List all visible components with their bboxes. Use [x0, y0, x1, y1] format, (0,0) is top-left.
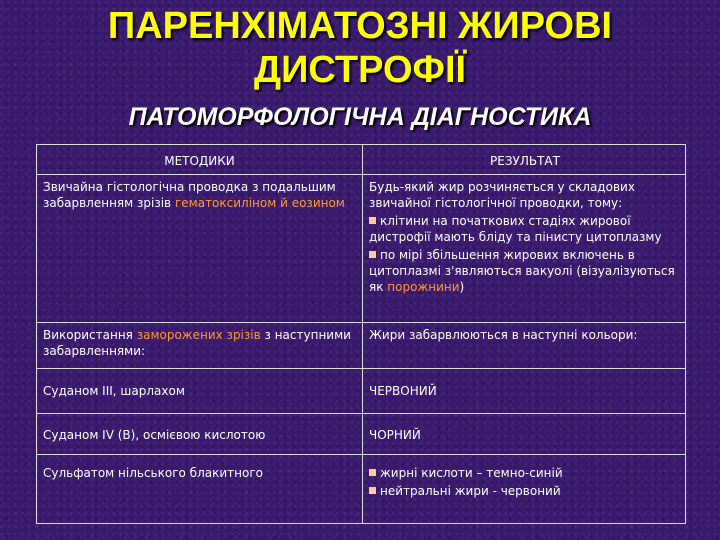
row-divider	[37, 454, 685, 455]
row2-method-prefix: Використання	[43, 328, 133, 342]
row1-method-text: Звичайна гістологічна проводка з подальшим забарвленням зрізів	[43, 180, 336, 210]
row5-bullet-2-text: нейтральні жири - червоний	[380, 484, 561, 498]
bullet-square-icon	[369, 487, 376, 494]
page-subtitle: ПАТОМОРФОЛОГІЧНА ДІАГНОСТИКА	[128, 103, 592, 131]
row1-method-highlight: гематоксиліном й еозином	[174, 196, 345, 210]
row5-method: Сульфатом нільського блакитного	[43, 466, 263, 480]
page-title	[0, 4, 720, 92]
bullet-square-icon	[369, 251, 376, 258]
bullet-square-icon	[369, 217, 376, 224]
bullet-square-icon	[369, 469, 376, 476]
row2-method-suffix: з наступними забарвленнями:	[43, 328, 351, 358]
header-results: РЕЗУЛЬТАТ	[490, 154, 560, 168]
row-divider	[37, 368, 685, 369]
title-line-2: ДИСТРОФІЇ	[254, 49, 466, 91]
row1-bullet-2-suffix: )	[459, 280, 465, 294]
row1-result	[363, 179, 687, 295]
row2-result: Жири забарвлюються в наступні кольори:	[369, 328, 638, 342]
row2-method-highlight: заморожених зрізів	[136, 328, 261, 342]
title-line-1: ПАРЕНХІМАТОЗНІ ЖИРОВІ	[107, 5, 613, 47]
row1-result-intro: Будь-який жир розчиняється у складових звичайної гістологічної проводки, тому:	[369, 180, 635, 210]
row1-bullet-2-highlight: порожнини	[387, 280, 460, 294]
row5-bullet-1-text: жирні кислоти – темно-синій	[380, 466, 563, 480]
row3-method: Суданом III, шарлахом	[43, 384, 185, 398]
row5-result	[363, 465, 687, 499]
row1-method	[37, 179, 362, 211]
row4-result: ЧОРНИЙ	[369, 428, 421, 442]
row4-method: Суданом IV (В), осмієвою кислотою	[43, 428, 266, 442]
row5-bullet-2	[369, 483, 681, 499]
row1-bullet-1-text: клітини на початкових стадіях жирової дистрофії мають бліду та пінисту цитоплазму	[369, 214, 662, 244]
row1-bullet-1	[369, 213, 681, 245]
row1-bullet-2-text: по мірі збільшення жирових включень в цитоплазмі з'являються вакуолі (візуалізуються як	[369, 248, 675, 294]
row5-bullet-1	[369, 465, 681, 481]
row-divider	[37, 413, 685, 414]
row1-bullet-2	[369, 247, 681, 295]
row-divider	[37, 322, 685, 323]
row2-method	[37, 327, 362, 359]
row3-result: ЧЕРВОНИЙ	[369, 384, 437, 398]
header-methods: МЕТОДИКИ	[164, 154, 235, 168]
diagnostics-table	[36, 144, 686, 524]
row-divider	[37, 174, 685, 175]
